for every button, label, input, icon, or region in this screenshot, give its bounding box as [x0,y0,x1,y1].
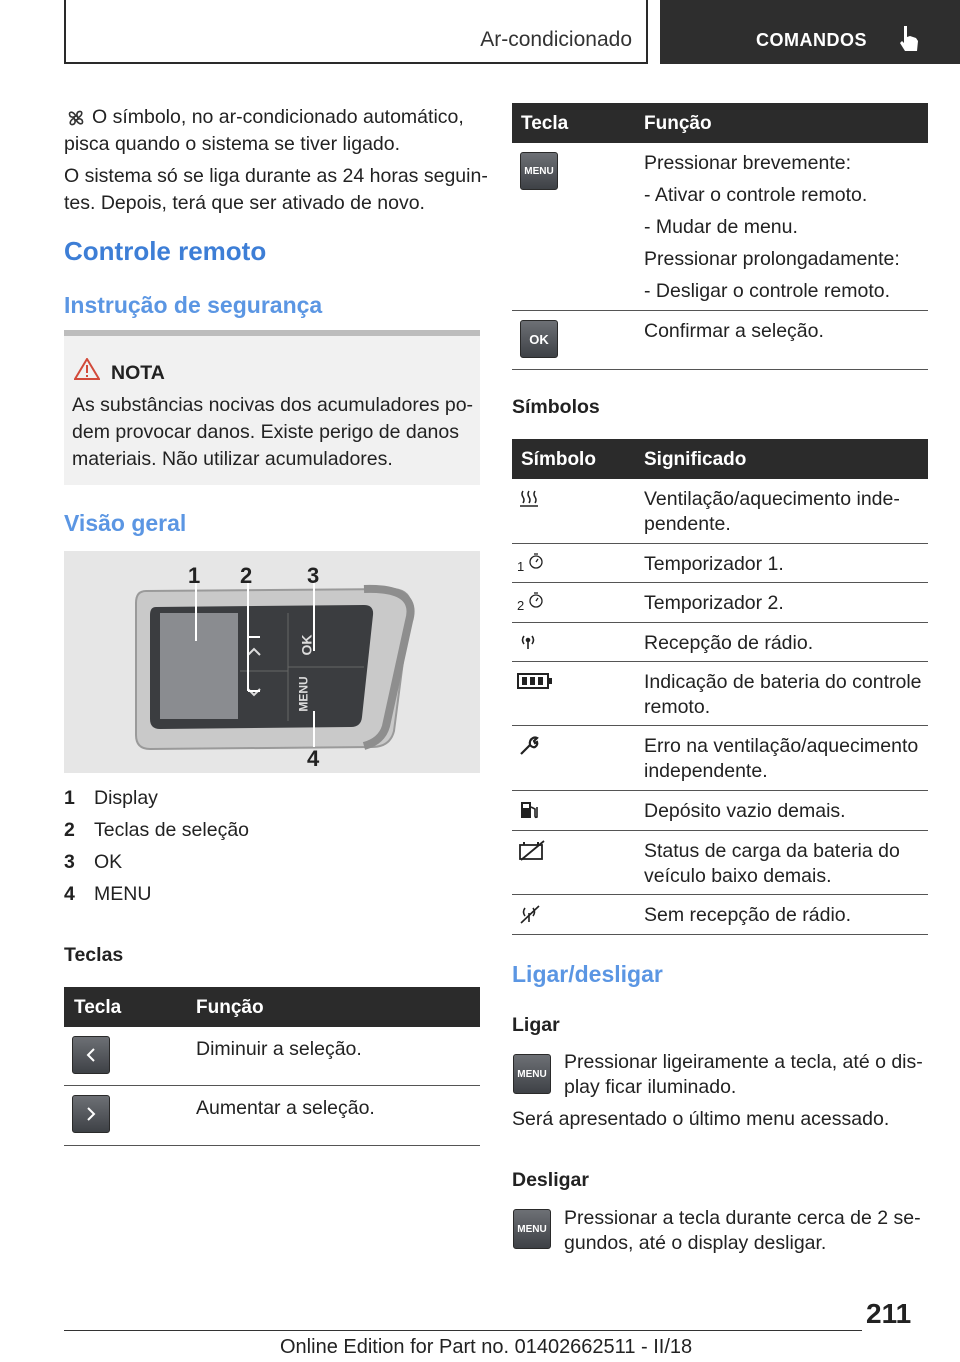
heater-icon [518,488,540,510]
figure-ok-key: OK [298,634,315,656]
row-divider [64,1145,480,1146]
symbol-row-5-l1: Indicação de bateria do controle [644,671,922,693]
row-divider [512,622,928,623]
keys-table-col-funcao: Função [196,997,264,1018]
legend-num-4: 4 [64,883,75,905]
symbols-col-significado: Significado [644,449,747,470]
desligar-line-1: Pressionar a tecla durante cerca de 2 se- [564,1207,921,1229]
figure-menu-key: MENU [296,676,311,712]
figure-label-1: 1 [188,563,201,588]
legend-num-1: 1 [64,787,75,809]
timer-1-prefix: 1 [517,559,525,574]
menu-key-icon: MENU [513,1054,551,1094]
ligar-after: Será apresentado o último menu acessado. [512,1108,890,1130]
note-line-1: As substâncias nocivas dos acumuladores po- [72,394,474,416]
keys-table2-col-tecla: Tecla [521,113,569,134]
header-section-title: Ar-condicionado [480,28,632,51]
symbol-row-8-l1: Status de carga da bateria do [644,840,900,862]
fan-icon [66,108,86,128]
header-chapter-title: COMANDOS [756,30,867,50]
row-divider [512,582,928,583]
row-divider [512,894,928,895]
keys-row-1-func: Diminuir a seleção. [196,1038,362,1060]
legend-text-1: Display [94,787,158,809]
heading-controle-remoto: Controle remoto [64,236,267,266]
hand-pointer-icon [898,24,920,54]
symbol-row-5-l2: remoto. [644,696,711,718]
legend-num-2: 2 [64,819,75,841]
row-divider [512,830,928,831]
note-line-3: materiais. Não utilizar acumuladores. [72,448,393,470]
footer-edition: Online Edition for Part no. 01402662511 - II/18 [280,1336,693,1358]
row-divider [512,661,928,662]
symbol-row-9-text: Sem recepção de rádio. [644,904,852,926]
note-line-2: dem provocar danos. Existe perigo de danos [72,421,459,443]
battery-icon [517,672,553,690]
vehicle-battery-low-icon [518,840,546,862]
row-divider [512,543,928,544]
symbol-row-1-l1: Ventilação/aquecimento inde- [644,488,900,510]
heading-simbolos: Símbolos [512,396,600,418]
warning-icon [74,358,100,380]
intro-line-2: pisca quando o sistema se tiver ligado. [64,133,401,155]
symbols-table-header [512,439,928,479]
no-radio-reception-icon [518,904,542,926]
keys-row-2-func: Aumentar a seleção. [196,1097,375,1119]
heading-teclas: Teclas [64,944,124,966]
note-title: NOTA [111,362,165,384]
symbol-row-6-l1: Erro na ventilação/aquecimento [644,735,919,757]
timer-2-prefix: 2 [517,598,525,613]
menu-func-line-2: - Ativar o controle remoto. [644,184,868,206]
ligar-line-1: Pressionar ligeiramente a tecla, até o dis- [564,1051,923,1073]
symbol-row-3-text: Temporizador 2. [644,592,784,614]
keys-table-col-tecla: Tecla [74,997,122,1018]
symbol-row-4-text: Recepção de rádio. [644,632,814,654]
chevron-left-icon [72,1036,110,1074]
radio-reception-icon [518,632,538,652]
row-divider [64,1085,480,1086]
heading-desligar: Desligar [512,1169,589,1191]
row-divider [512,310,928,311]
legend-text-4: MENU [94,883,152,905]
row-divider [512,725,928,726]
legend-text-3: OK [94,851,123,873]
ligar-line-2: play ficar iluminado. [564,1076,737,1098]
intro-line-1: O símbolo, no ar-condicionado automático, [92,106,464,128]
note-box [64,330,480,485]
wrench-icon [518,735,540,757]
legend-text-2: Teclas de seleção [94,819,250,841]
heading-ligar-desligar: Ligar/desligar [512,961,663,987]
menu-key-icon: MENU [513,1209,551,1249]
figure-label-2: 2 [240,563,253,588]
footer-divider [64,1330,862,1331]
row-divider [512,790,928,791]
row-divider [512,934,928,935]
intro-line-4: tes. Depois, terá que ser ativado de novo. [64,192,425,214]
heading-instrucao-seguranca: Instrução de segurança [64,292,323,318]
intro-line-3: O sistema só se liga durante as 24 horas seguin- [64,165,488,187]
heading-visao-geral: Visão geral [64,510,187,536]
ok-key-icon: OK [520,320,558,358]
figure-label-4: 4 [307,746,320,771]
keys-table2-col-funcao: Função [644,113,712,134]
symbol-row-7-text: Depósito vazio demais. [644,800,846,822]
symbol-row-8-l2: veículo baixo demais. [644,865,832,887]
menu-func-line-3: - Mudar de menu. [644,216,798,238]
timer-1-icon [527,552,545,570]
keys-table2-header [512,103,928,143]
header-chapter-box [660,0,960,64]
symbols-col-simbolo: Símbolo [521,449,596,470]
menu-key-icon: MENU [520,152,558,190]
chevron-right-icon [72,1095,110,1133]
menu-func-line-5: - Desligar o controle remoto. [644,280,891,302]
timer-2-icon [527,591,545,609]
fuel-pump-icon [518,799,540,821]
menu-func-line-4: Pressionar prolongadamente: [644,248,900,270]
remote-control-figure [64,551,480,773]
symbol-row-6-l2: independente. [644,760,768,782]
keys-table-header [64,987,480,1027]
menu-func-line-1: Pressionar brevemente: [644,152,852,174]
header-section-box [64,0,648,64]
row-divider [512,369,928,370]
legend-num-3: 3 [64,851,75,873]
heading-ligar: Ligar [512,1014,560,1036]
desligar-line-2: gundos, até o display desligar. [564,1232,827,1254]
figure-label-3: 3 [307,563,320,588]
ok-func: Confirmar a seleção. [644,320,824,342]
symbol-row-2-text: Temporizador 1. [644,553,784,575]
symbol-row-1-l2: pendente. [644,513,731,535]
page-number: 211 [866,1298,912,1329]
